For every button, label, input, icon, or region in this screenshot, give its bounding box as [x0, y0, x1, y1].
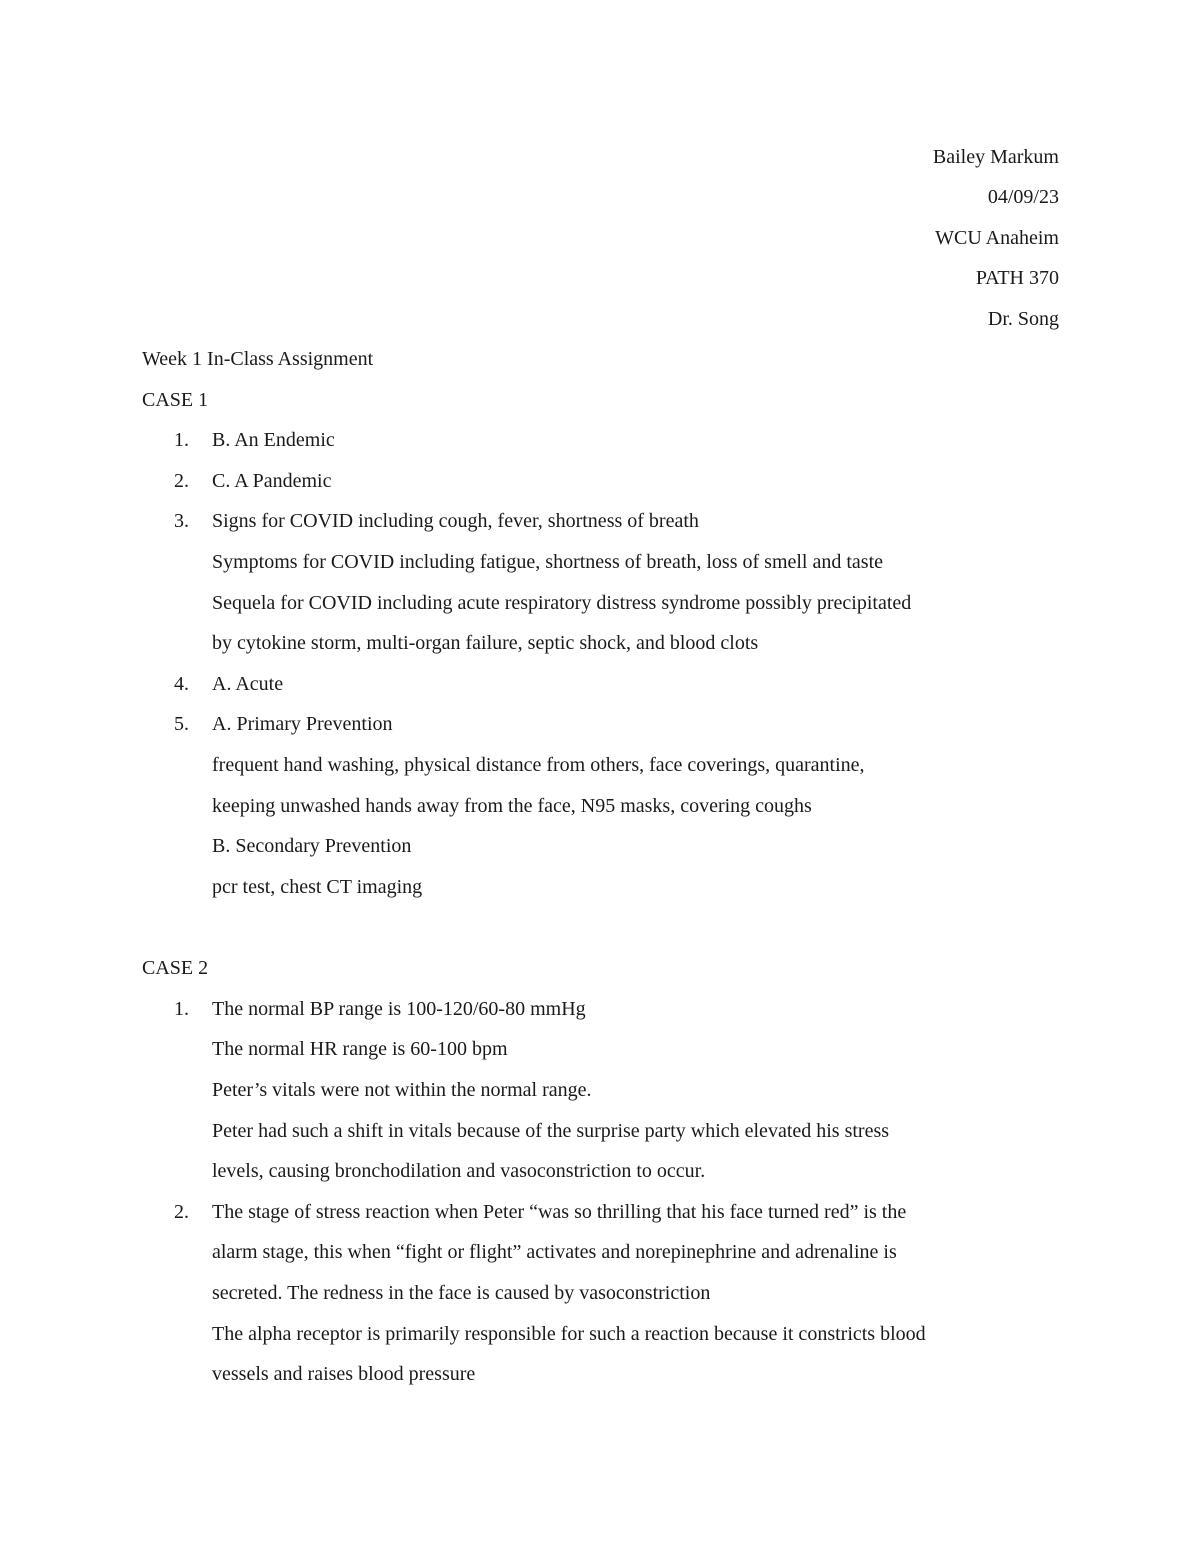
case-2-item-1-number: 1. [174, 998, 189, 1020]
case-2-item-2-line: The stage of stress reaction when Peter “was so thrilling that his face turned red” is the [212, 1201, 907, 1223]
case-1-item-2-number: 2. [174, 470, 189, 492]
author-name: Bailey Markum [932, 146, 1059, 168]
case-2-item-1-line: The normal BP range is 100-120/60-80 mmHg [212, 998, 586, 1020]
case-2-item-2-number: 2. [174, 1201, 189, 1223]
case-1-item-3-number: 3. [174, 510, 189, 532]
assignment-title: Week 1 In-Class Assignment [142, 348, 374, 370]
case-1-item-3-line: Symptoms for COVID including fatigue, shortness of breath, loss of smell and taste [212, 551, 884, 573]
case-1-item-4-number: 4. [174, 673, 189, 695]
case-1-item-2-text: C. A Pandemic [212, 470, 332, 492]
case-1-item-5-line: pcr test, chest CT imaging [212, 876, 423, 898]
case-2-item-2-line: The alpha receptor is primarily responsible for such a reaction because it constricts blood [212, 1323, 926, 1345]
case-1-item-4-text: A. Acute [212, 673, 284, 695]
case-1-item-3-line: Signs for COVID including cough, fever, shortness of breath [212, 510, 699, 532]
case-2-item-1-line: The normal HR range is 60-100 bpm [212, 1038, 508, 1060]
case-1-item-5-line: keeping unwashed hands away from the face, N95 masks, covering coughs [212, 795, 812, 817]
case-2-item-1-line: Peter’s vitals were not within the normal range. [212, 1079, 592, 1101]
case-1-item-5-line: frequent hand washing, physical distance from others, face coverings, quarantine, [212, 754, 865, 776]
instructor-name: Dr. Song [987, 308, 1059, 330]
case-1-item-1-number: 1. [174, 429, 189, 451]
case-1-item-5-line: A. Primary Prevention [212, 713, 393, 735]
case-1-item-3-line: Sequela for COVID including acute respiratory distress syndrome possibly precipitated [212, 592, 912, 614]
case-1-item-3-line: by cytokine storm, multi-organ failure, septic shock, and blood clots [212, 632, 759, 654]
assignment-date: 04/09/23 [987, 186, 1059, 208]
school-name: WCU Anaheim [935, 227, 1059, 249]
case-2-item-1-line: levels, causing bronchodilation and vasoconstriction to occur. [212, 1160, 706, 1182]
case-1-item-1-text: B. An Endemic [212, 429, 335, 451]
course-code: PATH 370 [975, 267, 1059, 289]
case-2-item-2-line: vessels and raises blood pressure [212, 1363, 476, 1385]
case-2-heading: CASE 2 [142, 957, 209, 979]
case-1-item-5-line: B. Secondary Prevention [212, 835, 412, 857]
case-2-item-1-line: Peter had such a shift in vitals because of the surprise party which elevated his stress [212, 1120, 890, 1142]
case-1-heading: CASE 1 [142, 389, 209, 411]
case-2-item-2-line: alarm stage, this when “fight or flight” activates and norepinephrine and adrenaline is [212, 1241, 897, 1263]
case-1-item-5-number: 5. [174, 713, 189, 735]
case-2-item-2-line: secreted. The redness in the face is caused by vasoconstriction [212, 1282, 711, 1304]
